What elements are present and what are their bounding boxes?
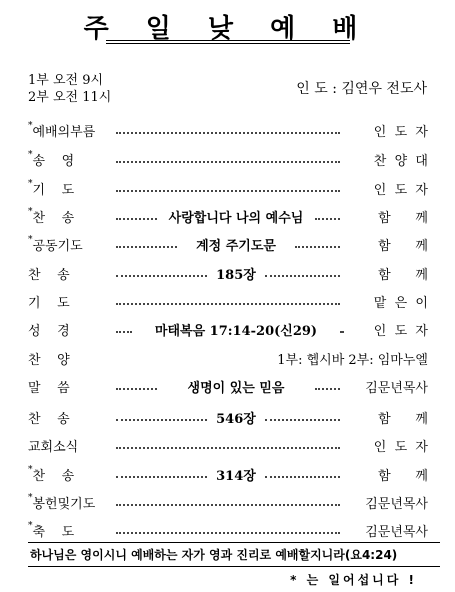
worship-item-label [28,179,108,198]
worship-item-name: 찬 송 [32,469,75,484]
worship-item-label [28,493,108,512]
scripture-verse: 하나님은 영이시니 예배하는 자가 영과 진리로 예배할지니라(요4:24) [30,548,398,562]
leader-dots [116,447,340,449]
worship-item-detail: 사랑합니다 나의 예수님 [168,211,304,226]
worship-item [28,349,428,371]
worship-item [28,521,428,543]
worship-item-label [28,207,108,226]
worship-item-name: 기 도 [32,183,75,198]
worship-item-name: 예배의부름 [32,125,96,140]
worship-item [28,408,428,430]
worship-item [28,436,428,458]
leader-dots [116,190,340,192]
worship-item-person: 인 도 자 [373,440,428,455]
worship-item-detail: 546장 [216,412,256,427]
leader-dots [116,331,132,333]
worship-item [28,493,428,515]
worship-item [28,235,428,257]
worship-item-person: 인 도 자 [373,324,428,339]
worship-item-person: 함 께 [378,211,428,226]
standing-star-icon: * [28,521,33,531]
leader-dots [116,303,340,305]
footer-rule-bottom [28,566,440,567]
worship-item-label [28,320,108,339]
worship-item [28,150,428,172]
leader-dots [116,218,157,220]
worship-item [28,292,428,314]
standing-star-icon: * [28,235,33,245]
worship-item [28,179,428,201]
worship-item-detail: 생명이 있는 믿음 [187,381,285,396]
service-time-1: 1부 오전 9시 [28,73,104,88]
worship-item-person: 김문년목사 [365,497,428,512]
bulletin-title: 주 일 낮 예 배 [83,14,372,44]
worship-item-person: 찬 양 대 [373,154,428,169]
worship-item [28,377,428,399]
worship-item-name: 기 도 [28,296,70,311]
worship-item-person: 함 께 [378,268,428,283]
leader-dots [116,388,157,390]
worship-item-detail: 1부: 헵시바 2부: 임마누엘 [277,353,428,368]
worship-item [28,320,428,342]
standing-star-icon: * [28,121,33,131]
leader-dots [116,532,340,534]
worship-item-label [28,521,108,540]
standing-star-icon: * [28,150,33,160]
worship-item-person: 함 께 [378,239,428,254]
leader-dots [265,476,340,478]
title-underline [106,40,350,41]
worship-item-name: 찬 송 [28,268,70,283]
standing-star-icon: * [28,493,33,503]
worship-item-label [28,292,108,311]
leader-dots [295,246,340,248]
leader-dots [315,218,340,220]
leader-dots [116,246,177,248]
worship-item-name: 성 경 [28,324,70,339]
worship-item-person: 김문년목사 [365,381,428,396]
worship-item [28,121,428,143]
footer-rule-top [28,542,440,543]
worship-item-person: 인 도 자 [373,183,428,198]
worship-item-label [28,150,108,169]
worship-item [28,465,428,487]
worship-item-name: 찬 양 [28,353,70,368]
leader-dots [265,419,340,421]
leader-dots [116,476,207,478]
leader-dots [265,275,340,277]
worship-item-person: 김문년목사 [365,525,428,540]
leader-dots [116,504,340,506]
leader-dots [116,419,207,421]
worship-item-name: 찬 송 [28,412,70,427]
worship-item-label [28,408,108,427]
worship-item [28,264,428,286]
title-underline-double [106,43,350,44]
worship-item-label [28,264,108,283]
standing-note: * 는 일어섭니다 ! [290,573,417,587]
worship-item-detail: 314장 [216,469,256,484]
leader-dots [315,388,340,390]
worship-item-name: 찬 송 [32,211,75,226]
worship-item-person: 함 께 [378,469,428,484]
worship-item-name: 송 영 [32,154,75,169]
worship-item-person: 맡 은 이 [373,296,428,311]
worship-item-label [28,235,108,254]
worship-item-label [28,121,108,140]
service-time-2: 2부 오전 11시 [28,90,112,105]
leader-dots [116,275,207,277]
worship-item-name: 봉헌및기도 [32,497,96,512]
worship-item-detail: 마태복음 17:14-20(신29) [154,324,318,339]
worship-item-person: 함 께 [378,412,428,427]
worship-item-name: 공동기도 [32,239,83,254]
worship-item-name: 교회소식 [28,440,79,455]
worship-item-person: 인 도 자 [373,125,428,140]
worship-item-name: 말 씀 [28,381,70,396]
worship-item-detail: 185장 [216,268,256,283]
worship-leader: 인 도 : 김연우 전도사 [296,81,427,97]
leader-dots [116,161,340,163]
worship-item-detail: 계정 주기도문 [196,239,276,254]
standing-star-icon: * [28,465,33,475]
worship-item-label [28,436,108,455]
leader-dots [340,331,344,333]
leader-dots [116,132,340,134]
standing-star-icon: * [28,179,33,189]
worship-item-label [28,465,108,484]
worship-item-name: 축 도 [32,525,75,540]
standing-star-icon: * [28,207,33,217]
worship-item [28,207,428,229]
worship-item-label [28,349,108,368]
worship-item-label [28,377,108,396]
